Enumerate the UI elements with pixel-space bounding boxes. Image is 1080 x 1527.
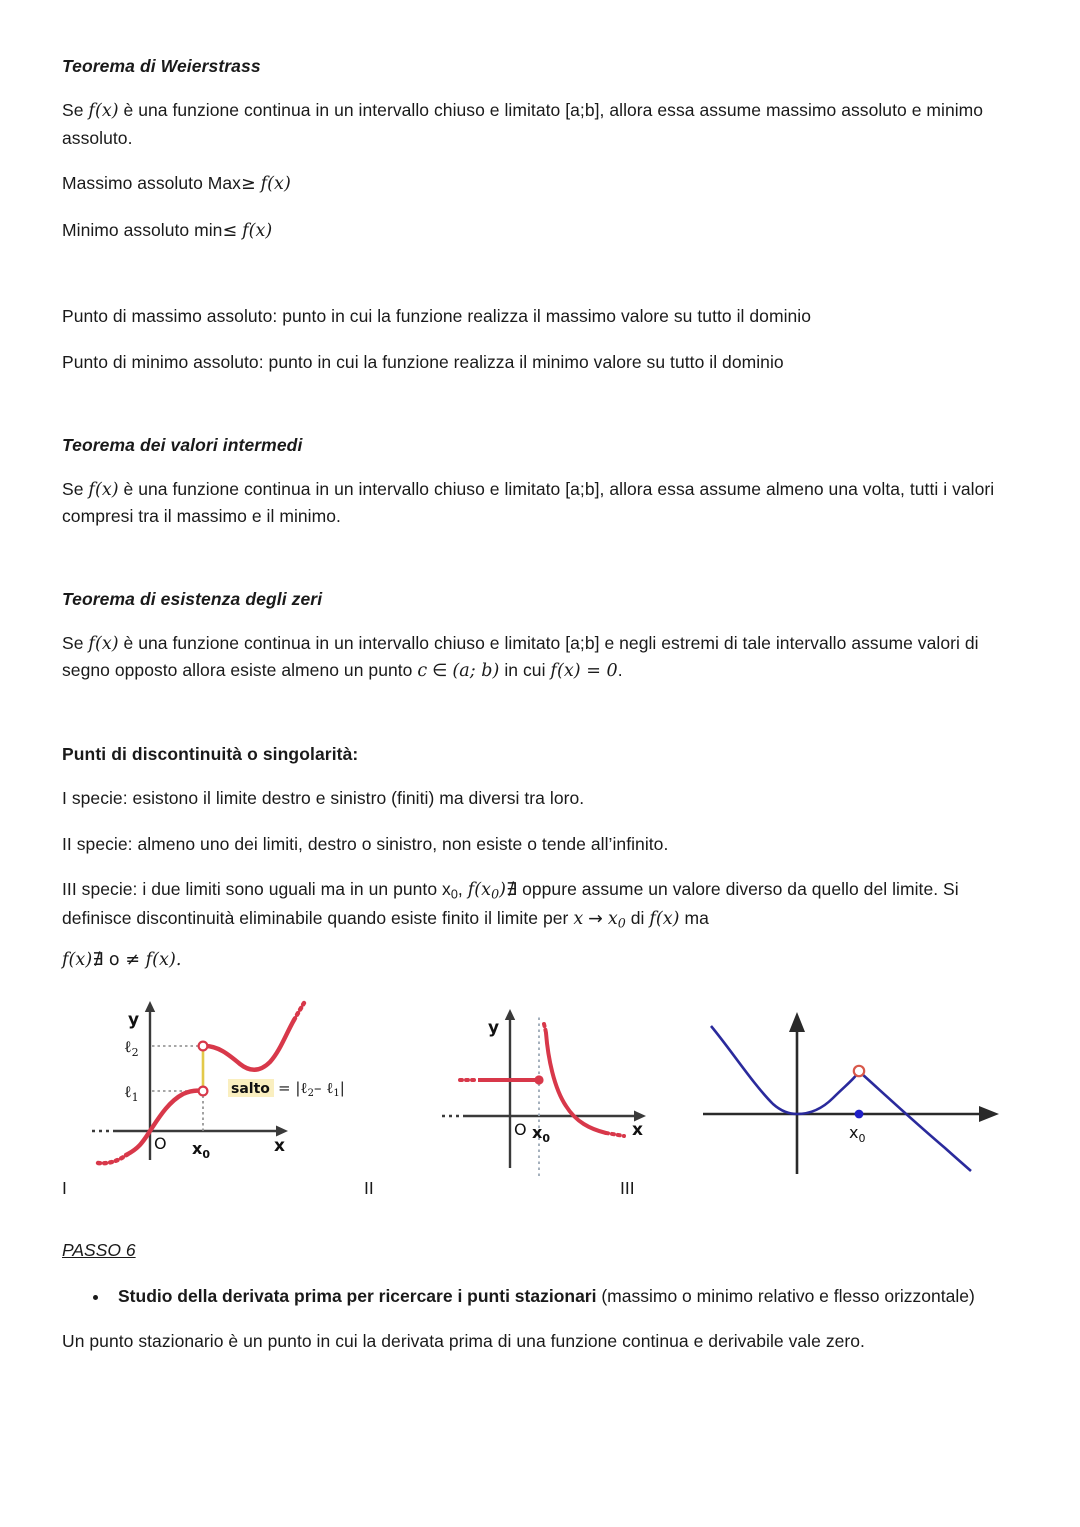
curve-upper-tail-dotted <box>294 1003 304 1020</box>
text-fragment: . <box>617 660 623 681</box>
x-axis-label: x <box>274 1136 285 1157</box>
symbol-not-exists: ∄ <box>506 880 518 901</box>
tick-label-l1: ℓ$_1$ <box>124 1082 139 1105</box>
open-circle-limit-value <box>854 1066 864 1076</box>
origin-label: O <box>514 1120 527 1140</box>
math-x: x <box>573 908 584 929</box>
jump-discontinuity-svg <box>88 988 388 1178</box>
curve-left-tail-dotted <box>98 1154 128 1163</box>
bullet-rest-text: (massimo o minimo relativo e flesso orizzontale) <box>596 1286 975 1307</box>
figure-removable-discontinuity <box>697 988 1017 1183</box>
spacer <box>62 704 1018 744</box>
figure-numeral-2: II <box>364 1178 374 1199</box>
tick-label-x0: $x_0$ <box>849 1123 866 1146</box>
paragraph-esistenza-zeri-statement <box>62 630 1018 685</box>
x-axis-label: x <box>632 1120 643 1141</box>
math-interval: (a; b) <box>452 661 500 682</box>
passo6-heading: PASSO 6 <box>62 1240 136 1261</box>
filled-dot-x0 <box>855 1110 864 1119</box>
heading-teorema-weierstrass: Teorema di Weierstrass <box>62 56 261 76</box>
discontinuity-figures-row <box>62 988 1018 1178</box>
filled-dot-x0 <box>534 1075 543 1084</box>
tick-label-l2: ℓ$_2$ <box>124 1037 139 1060</box>
text-fragment: III specie: i due limiti sono uguali ma in un punto <box>62 879 443 900</box>
salto-expression: = |ℓ$_2$– ℓ$_1$| <box>278 1079 345 1100</box>
document-body <box>62 56 1018 1354</box>
figure-jump-discontinuity <box>88 988 388 1183</box>
salto-label: salto <box>231 1081 270 1098</box>
paragraph-punto-massimo-assoluto: Punto di massimo assoluto: punto in cui la funzione realizza il massimo valore su tutto il dominio <box>62 306 812 327</box>
text-fragment: x <box>442 879 451 900</box>
paragraph-seconda-specie: II specie: almeno uno dei limiti, destro o sinistro, non esiste o tende all’infinito. <box>62 833 669 854</box>
text-fragment: Se <box>62 478 89 499</box>
paragraph-punto-stazionario: Un punto stazionario è un punto in cui la derivata prima di una funzione continua e derivabile vale zero. <box>62 1330 865 1351</box>
spacer <box>62 1212 1018 1240</box>
figure-numerals-row <box>62 1178 1018 1212</box>
paragraph-prima-specie: I specie: esistono il limite destro e sinistro (finiti) ma diversi tra loro. <box>62 787 585 808</box>
curve-upper-tail-dotted <box>544 1024 546 1033</box>
symbol-arrow-right: → <box>588 908 603 929</box>
math-fx: f(x) <box>88 633 119 654</box>
text-fragment: Se <box>62 100 89 120</box>
curve-right-branch <box>862 1074 971 1171</box>
heading-teorema-valori-intermedi: Teorema dei valori intermedi <box>62 434 303 455</box>
math-fx: f(x) <box>88 101 119 121</box>
paragraph-valori-intermedi-statement <box>62 476 1018 530</box>
removable-discontinuity-svg <box>697 988 1017 1178</box>
spacer <box>62 395 1018 435</box>
text-fragment: è una funzione continua in un intervallo chiuso e limitato [a;b] e negli estremi di tale intervallo assume valori di segno opposto allora esiste almeno un punto <box>62 632 979 681</box>
figure-numeral-3: III <box>620 1178 635 1199</box>
relation-greater-equal: ≥ <box>240 174 256 195</box>
subscript: 0 <box>450 887 458 902</box>
text-fragment: , <box>457 879 468 900</box>
list-item <box>110 1283 1018 1310</box>
tick-label-x0: $x_0$ <box>532 1123 550 1146</box>
math-fx: f(x) <box>649 908 680 929</box>
text-fragment: f(x <box>467 880 492 901</box>
heading-punti-discontinuita: Punti di discontinuità o singolarità: <box>62 743 359 764</box>
spacer <box>62 549 1018 589</box>
y-axis-label: y <box>128 1010 140 1031</box>
passo6-heading-wrap <box>62 1240 1018 1283</box>
math-x0-limit <box>608 909 626 929</box>
text-fragment: oppure assume un valore diverso da quello del limite. Si definisce discontinuità eliminabile quando esiste finito il limite per <box>62 879 959 928</box>
origin-label: O <box>154 1134 167 1154</box>
curve-upper-branch <box>205 1020 294 1070</box>
symbol-not-exists: ∄ <box>92 950 104 971</box>
math-x0 <box>442 879 458 902</box>
subscript: 0 <box>617 915 626 931</box>
math-fx0 <box>468 880 506 900</box>
y-axis-arrowhead <box>789 1012 805 1032</box>
subscript: 0 <box>491 886 500 902</box>
tick-label-x0: $x_0$ <box>192 1139 210 1162</box>
paragraph-terza-specie-line2 <box>62 946 1018 974</box>
curve-left-branch <box>711 1026 857 1114</box>
figure-numeral-1: I <box>62 1178 67 1199</box>
math-fx: f(x) <box>260 174 291 195</box>
text-fragment: ) <box>499 880 507 901</box>
x-axis-arrowhead <box>979 1106 999 1122</box>
text-fragment: Se <box>62 632 89 653</box>
text-fragment: o ≠ <box>103 950 146 971</box>
math-point-c: c <box>417 661 428 682</box>
infinite-discontinuity-svg <box>438 988 678 1178</box>
curve-right-tail-dotted <box>606 1133 624 1136</box>
spacer <box>62 263 1018 303</box>
paragraph-massimo-assoluto <box>62 170 1018 198</box>
math-fx-equals-zero: f(x) = 0 <box>550 661 618 682</box>
text-fragment: x <box>607 908 618 929</box>
bullet-bold-text: Studio della derivata prima per ricercare i punti stazionari <box>118 1286 597 1307</box>
label-minimo-assoluto: Minimo assoluto min <box>62 219 223 240</box>
open-circle-l2 <box>199 1042 208 1051</box>
paragraph-weierstrass-statement <box>62 97 1018 151</box>
relation-less-equal: ≤ <box>222 220 238 241</box>
y-axis-arrowhead <box>145 1001 155 1012</box>
figure-infinite-discontinuity <box>438 988 678 1183</box>
text-fragment: ma <box>679 907 709 928</box>
text-fragment: . <box>175 950 182 971</box>
heading-teorema-esistenza-zeri: Teorema di esistenza degli zeri <box>62 588 323 609</box>
paragraph-minimo-assoluto <box>62 217 1018 245</box>
math-fx: f(x) <box>88 479 119 500</box>
x-axis-arrowhead <box>276 1126 288 1137</box>
math-fx: f(x) <box>242 220 273 241</box>
math-fx: f(x) <box>145 950 176 971</box>
text-fragment: di <box>625 907 650 928</box>
symbol-element-of: ∈ <box>432 661 448 682</box>
text-fragment: è una funzione continua in un intervallo chiuso e limitato [a;b], allora essa assume massimo assoluto e minimo assoluto. <box>62 100 984 148</box>
y-axis-label: y <box>488 1018 500 1039</box>
label-massimo-assoluto: Massimo assoluto Max <box>62 173 241 194</box>
curve-hyperbola-branch <box>546 1033 606 1133</box>
text-fragment: in cui <box>499 660 551 681</box>
y-axis-arrowhead <box>505 1009 515 1020</box>
paragraph-terza-specie <box>62 876 1018 932</box>
math-fx: f(x) <box>62 950 93 971</box>
text-fragment: è una funzione continua in un intervallo chiuso e limitato [a;b], allora essa assume almeno una volta, tutti i valori compresi tra il massimo e il minimo. <box>62 478 995 527</box>
passo6-bullet-list <box>62 1283 1018 1310</box>
open-circle-l1 <box>199 1087 208 1096</box>
paragraph-punto-minimo-assoluto: Punto di minimo assoluto: punto in cui la funzione realizza il minimo valore su tutto il dominio <box>62 351 784 372</box>
